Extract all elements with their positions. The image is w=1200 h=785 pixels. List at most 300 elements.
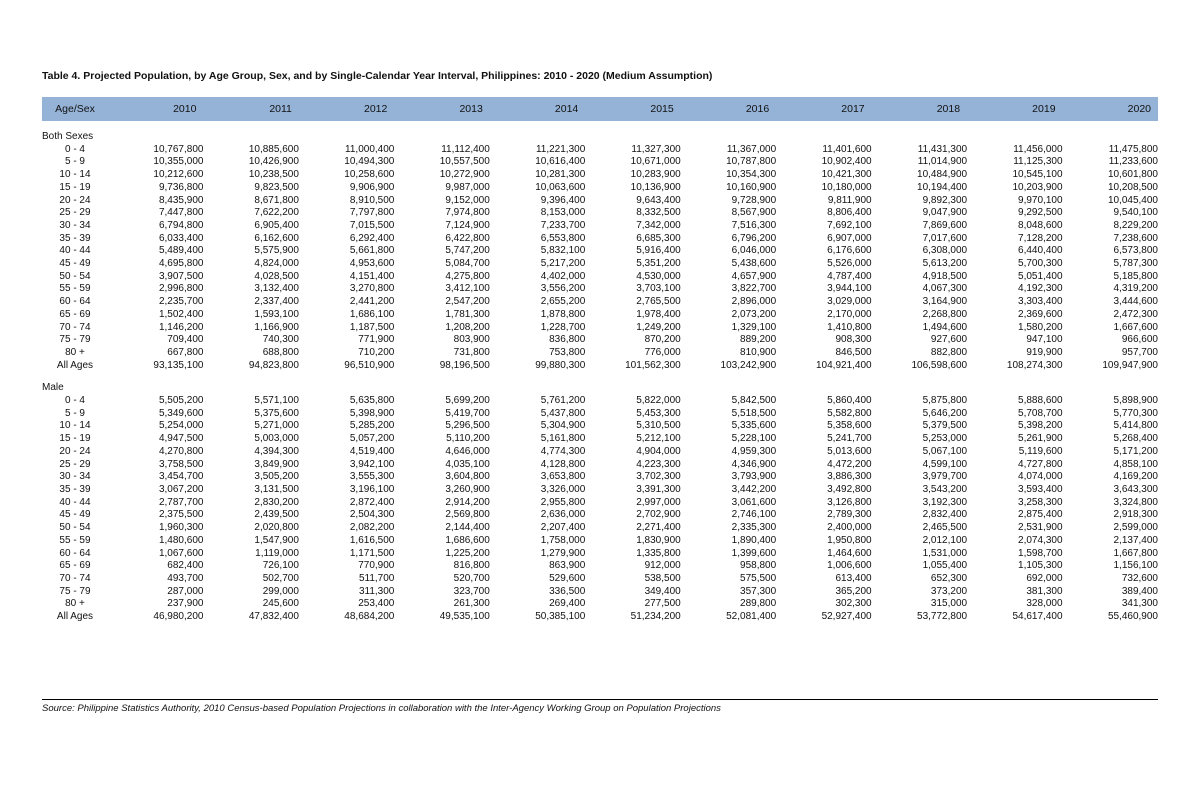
population-value: 2,531,900 (1018, 522, 1063, 534)
population-value: 5,228,100 (731, 433, 777, 445)
population-value: 4,695,800 (158, 258, 204, 270)
population-value: 740,300 (262, 334, 299, 346)
population-value: 1,067,600 (158, 547, 204, 559)
table-row (42, 334, 1158, 347)
population-value: 1,279,900 (540, 547, 586, 559)
population-value: 2,955,800 (540, 496, 586, 508)
population-value: 6,573,800 (1113, 245, 1158, 257)
header-year-5: 2014 (554, 103, 579, 115)
population-value: 2,207,400 (540, 522, 586, 534)
population-value: 3,164,900 (922, 296, 968, 308)
population-value: 493,700 (167, 572, 204, 584)
population-value: 5,860,400 (827, 395, 872, 407)
population-value: 1,166,900 (254, 321, 299, 333)
population-value: 336,500 (549, 585, 586, 597)
age-group-label: 5 - 9 (64, 156, 85, 168)
section-heading-row (42, 382, 1158, 395)
population-value: 10,194,400 (917, 181, 968, 193)
population-value: 7,447,800 (158, 207, 204, 219)
population-value: 4,128,800 (540, 458, 586, 470)
population-value: 108,274,300 (1006, 359, 1063, 371)
population-value: 5,700,300 (1018, 258, 1063, 270)
population-value: 2,369,600 (1018, 308, 1063, 320)
population-value: 2,547,200 (445, 296, 490, 308)
table-row (42, 283, 1158, 296)
population-value: 652,300 (930, 572, 968, 584)
age-group-label: 20 - 24 (59, 194, 91, 206)
population-value: 11,401,600 (822, 143, 872, 155)
population-value: 9,643,400 (636, 194, 681, 206)
population-value: 2,655,200 (540, 296, 586, 308)
population-value: 1,228,700 (540, 321, 586, 333)
population-value: 3,793,900 (731, 471, 777, 483)
population-value: 2,832,400 (922, 509, 968, 521)
population-value: 289,800 (740, 598, 777, 610)
population-value: 4,319,200 (1113, 283, 1158, 295)
population-value: 10,281,300 (535, 169, 586, 181)
population-value: 4,858,100 (1113, 458, 1158, 470)
population-value: 10,063,600 (535, 181, 586, 193)
table-row (42, 156, 1158, 169)
population-value: 502,700 (262, 572, 299, 584)
population-value: 9,047,900 (922, 207, 968, 219)
population-value: 3,029,000 (827, 296, 872, 308)
population-value: 52,927,400 (821, 611, 872, 623)
population-value: 2,504,300 (349, 509, 395, 521)
population-value: 357,300 (740, 585, 777, 597)
population-value: 5,770,300 (1113, 407, 1158, 419)
population-value: 3,604,800 (445, 471, 490, 483)
age-group-label: All Ages (56, 359, 94, 371)
population-value: 5,916,400 (636, 245, 681, 257)
population-value: 3,258,300 (1018, 496, 1063, 508)
population-value: 2,914,200 (445, 496, 490, 508)
population-value: 3,132,400 (254, 283, 299, 295)
population-value: 688,800 (262, 346, 299, 358)
table-row (42, 446, 1158, 459)
population-table-container (42, 97, 1158, 624)
population-value: 51,234,200 (630, 611, 681, 623)
population-value: 2,465,500 (922, 522, 968, 534)
population-value: 5,358,600 (827, 420, 872, 432)
age-group-label: 60 - 64 (59, 296, 91, 308)
population-value: 389,400 (1121, 585, 1158, 597)
population-value: 52,081,400 (726, 611, 777, 623)
population-value: 6,553,800 (540, 232, 586, 244)
population-table (42, 97, 1158, 624)
age-group-label: 0 - 4 (64, 395, 85, 407)
population-value: 10,272,900 (439, 169, 490, 181)
age-group-label: 80 + (65, 346, 85, 358)
population-value: 2,472,300 (1113, 308, 1158, 320)
table-row (42, 560, 1158, 573)
population-value: 1,249,200 (636, 321, 681, 333)
population-value: 1,480,600 (158, 534, 204, 546)
population-value: 103,242,900 (720, 359, 777, 371)
population-value: 4,646,000 (445, 445, 490, 457)
population-value: 9,906,900 (349, 181, 395, 193)
population-value: 49,535,100 (439, 611, 490, 623)
population-value: 3,505,200 (254, 471, 299, 483)
population-value: 1,878,800 (540, 308, 586, 320)
population-value: 1,890,400 (731, 534, 777, 546)
population-value: 2,337,400 (254, 296, 299, 308)
population-value: 3,758,500 (158, 458, 204, 470)
population-value: 5,398,900 (349, 407, 395, 419)
population-value: 7,015,500 (349, 219, 395, 231)
population-value: 710,200 (358, 346, 395, 358)
age-group-label: 0 - 4 (64, 143, 85, 155)
population-value: 2,271,400 (636, 522, 681, 534)
population-value: 870,200 (644, 334, 681, 346)
age-group-label: All Ages (56, 611, 94, 623)
population-value: 3,979,700 (922, 471, 968, 483)
population-value: 7,017,600 (922, 232, 968, 244)
population-value: 3,442,200 (731, 483, 777, 495)
population-value: 5,453,300 (636, 407, 681, 419)
age-group-label: 45 - 49 (59, 258, 91, 270)
population-value: 2,020,800 (254, 522, 299, 534)
population-value: 2,441,200 (349, 296, 395, 308)
population-value: 9,823,500 (254, 181, 299, 193)
age-group-label: 80 + (65, 598, 85, 610)
population-value: 1,502,400 (158, 308, 204, 320)
table-row (42, 245, 1158, 258)
population-value: 106,598,600 (911, 359, 968, 371)
population-value: 1,593,100 (254, 308, 299, 320)
population-value: 1,616,500 (349, 534, 395, 546)
population-value: 47,832,400 (248, 611, 299, 623)
population-value: 261,300 (453, 598, 490, 610)
population-value: 4,346,900 (731, 458, 777, 470)
population-value: 287,000 (167, 585, 204, 597)
population-value: 328,000 (1026, 598, 1063, 610)
population-value: 4,223,300 (636, 458, 681, 470)
header-year-2: 2011 (269, 103, 292, 115)
population-value: 5,822,000 (636, 395, 681, 407)
population-value: 1,329,100 (731, 321, 777, 333)
population-value: 2,375,500 (158, 509, 204, 521)
population-value: 1,335,800 (636, 547, 681, 559)
population-value: 11,431,300 (917, 143, 968, 155)
population-value: 1,960,300 (158, 522, 204, 534)
population-value: 575,500 (740, 572, 777, 584)
population-value: 1,950,800 (827, 534, 872, 546)
population-value: 1,667,600 (1113, 321, 1158, 333)
population-value: 93,135,100 (153, 359, 204, 371)
table-row (42, 395, 1158, 408)
population-value: 11,367,000 (726, 143, 777, 155)
population-value: 889,200 (740, 334, 777, 346)
population-value: 776,000 (644, 346, 681, 358)
population-value: 2,996,800 (158, 283, 204, 295)
table-row (42, 509, 1158, 522)
population-value: 237,900 (167, 598, 204, 610)
population-value: 4,787,400 (827, 270, 872, 282)
population-value: 5,310,500 (636, 420, 681, 432)
population-value: 6,033,400 (158, 232, 204, 244)
population-value: 10,136,900 (630, 181, 681, 193)
population-value: 1,464,600 (827, 547, 872, 559)
population-value: 9,396,400 (540, 194, 586, 206)
population-value: 4,727,800 (1018, 458, 1063, 470)
population-value: 2,074,300 (1018, 534, 1063, 546)
population-value: 4,151,400 (349, 270, 395, 282)
table-row (42, 471, 1158, 484)
population-value: 1,410,800 (827, 321, 872, 333)
population-value: 3,412,100 (445, 283, 490, 295)
population-value: 323,700 (453, 585, 490, 597)
table-row (42, 535, 1158, 548)
table-row (42, 309, 1158, 322)
source-note: Source: Philippine Statistics Authority, 2010 Census-based Population Projections in collaboration with the Inter-Agency Working Group on Population Projections (42, 703, 721, 714)
population-value: 5,518,500 (731, 407, 777, 419)
population-value: 2,073,200 (731, 308, 777, 320)
table-header-row (42, 97, 1158, 121)
population-value: 958,800 (740, 560, 777, 572)
population-value: 1,225,200 (445, 547, 490, 559)
section-heading: Male (42, 382, 64, 394)
population-value: 1,531,000 (922, 547, 968, 559)
population-value: 7,128,200 (1018, 232, 1063, 244)
population-value: 816,800 (453, 560, 490, 572)
population-value: 299,000 (262, 585, 299, 597)
population-value: 1,208,200 (445, 321, 490, 333)
population-value: 3,492,800 (827, 483, 872, 495)
population-value: 10,180,000 (821, 181, 872, 193)
population-value: 349,400 (644, 585, 681, 597)
age-group-label: 30 - 34 (59, 471, 91, 483)
population-value: 54,617,400 (1012, 611, 1063, 623)
table-row (42, 408, 1158, 421)
population-value: 3,944,100 (827, 283, 872, 295)
population-value: 3,067,200 (158, 483, 204, 495)
population-value: 3,907,500 (158, 270, 204, 282)
population-value: 3,593,400 (1018, 483, 1063, 495)
population-value: 2,789,300 (827, 509, 872, 521)
population-value: 5,003,000 (254, 433, 299, 445)
population-value: 5,787,300 (1113, 258, 1158, 270)
population-value: 4,028,500 (254, 270, 299, 282)
population-value: 5,351,200 (636, 258, 681, 270)
age-group-label: 70 - 74 (59, 572, 91, 584)
population-value: 99,880,300 (535, 359, 586, 371)
population-value: 98,196,500 (439, 359, 490, 371)
population-value: 1,758,000 (540, 534, 586, 546)
table-title: Table 4. Projected Population, by Age Group, Sex, and by Single-Calendar Year Interval, Philippines: 2010 - 2020 (Medium Assumption) (42, 70, 713, 82)
population-value: 8,332,500 (636, 207, 681, 219)
population-value: 3,454,700 (158, 471, 204, 483)
population-value: 5,304,900 (540, 420, 586, 432)
population-value: 5,575,900 (254, 245, 299, 257)
population-value: 5,067,100 (922, 445, 968, 457)
population-value: 6,796,200 (731, 232, 777, 244)
table-row (42, 497, 1158, 510)
population-value: 365,200 (835, 585, 872, 597)
population-value: 1,598,700 (1018, 547, 1063, 559)
population-value: 2,997,000 (636, 496, 681, 508)
population-value: 770,900 (358, 560, 395, 572)
population-value: 55,460,900 (1107, 611, 1158, 623)
population-value: 1,667,800 (1113, 547, 1158, 559)
population-value: 3,444,600 (1113, 296, 1158, 308)
population-value: 692,000 (1026, 572, 1063, 584)
population-value: 46,980,200 (153, 611, 204, 623)
age-group-label: 5 - 9 (64, 407, 85, 419)
population-value: 4,192,300 (1018, 283, 1063, 295)
population-value: 11,221,300 (535, 143, 586, 155)
population-value: 1,978,400 (636, 308, 681, 320)
population-value: 908,300 (835, 334, 872, 346)
population-value: 4,953,600 (349, 258, 395, 270)
population-value: 3,703,100 (636, 283, 681, 295)
population-value: 1,105,300 (1018, 560, 1063, 572)
population-value: 5,842,500 (731, 395, 777, 407)
population-value: 966,600 (1121, 334, 1158, 346)
population-value: 726,100 (262, 560, 299, 572)
population-value: 4,774,300 (540, 445, 586, 457)
population-value: 4,530,000 (636, 270, 681, 282)
population-value: 5,296,500 (445, 420, 490, 432)
population-value: 4,270,800 (158, 445, 204, 457)
population-value: 520,700 (453, 572, 490, 584)
population-value: 2,787,700 (158, 496, 204, 508)
population-value: 53,772,800 (917, 611, 968, 623)
population-value: 2,235,700 (158, 296, 204, 308)
population-value: 863,900 (549, 560, 586, 572)
population-value: 1,686,600 (445, 534, 490, 546)
population-value: 5,171,200 (1113, 445, 1158, 457)
population-value: 11,112,400 (441, 143, 490, 155)
age-group-label: 65 - 69 (59, 560, 91, 572)
age-group-label: 20 - 24 (59, 445, 91, 457)
population-value: 771,900 (358, 334, 395, 346)
population-value: 8,048,600 (1018, 219, 1063, 231)
table-row (42, 207, 1158, 220)
population-value: 7,342,000 (636, 219, 681, 231)
population-value: 6,176,600 (827, 245, 872, 257)
population-value: 6,162,600 (254, 232, 299, 244)
population-value: 8,567,900 (731, 207, 777, 219)
population-value: 5,254,000 (158, 420, 204, 432)
age-group-label: 60 - 64 (59, 547, 91, 559)
population-value: 5,375,600 (254, 407, 299, 419)
age-group-label: 75 - 79 (59, 334, 91, 346)
bottom-rule (42, 699, 1158, 700)
population-value: 4,904,000 (636, 445, 681, 457)
population-value: 9,892,300 (922, 194, 968, 206)
population-value: 10,902,400 (821, 156, 872, 168)
population-value: 2,599,000 (1113, 522, 1158, 534)
population-value: 957,700 (1121, 346, 1158, 358)
population-value: 1,580,200 (1018, 321, 1063, 333)
population-value: 6,046,000 (731, 245, 777, 257)
population-value: 10,557,500 (439, 156, 490, 168)
age-group-label: 75 - 79 (59, 585, 91, 597)
population-value: 709,400 (167, 334, 204, 346)
population-value: 3,303,400 (1018, 296, 1063, 308)
population-value: 682,400 (167, 560, 204, 572)
table-row (42, 220, 1158, 233)
section-spacer (42, 121, 1158, 131)
population-value: 3,260,900 (445, 483, 490, 495)
population-value: 1,494,600 (922, 321, 968, 333)
population-value: 3,131,500 (254, 483, 299, 495)
population-value: 1,146,200 (158, 321, 204, 333)
population-value: 6,685,300 (636, 232, 681, 244)
header-year-4: 2013 (459, 103, 483, 115)
population-value: 5,119,600 (1018, 445, 1063, 457)
population-value: 9,811,900 (827, 194, 872, 206)
population-value: 3,886,300 (827, 471, 872, 483)
header-age-sex: Age/Sex (55, 103, 95, 115)
population-value: 529,600 (549, 572, 586, 584)
population-value: 4,918,500 (922, 270, 968, 282)
table-row (42, 182, 1158, 195)
population-value: 341,300 (1121, 598, 1158, 610)
header-year-9: 2018 (936, 103, 961, 115)
population-value: 4,035,100 (445, 458, 490, 470)
population-value: 253,400 (358, 598, 395, 610)
age-group-label: 65 - 69 (59, 308, 91, 320)
population-value: 11,014,900 (917, 156, 968, 168)
population-value: 3,324,800 (1113, 496, 1158, 508)
population-value: 5,057,200 (349, 433, 395, 445)
population-value: 10,160,900 (726, 181, 777, 193)
table-row (42, 258, 1158, 271)
header-year-7: 2016 (745, 103, 770, 115)
population-value: 1,399,600 (731, 547, 777, 559)
population-value: 94,823,800 (248, 359, 299, 371)
section-spacer (42, 372, 1158, 382)
header-year-3: 2012 (364, 103, 388, 115)
population-value: 2,746,100 (731, 509, 777, 521)
population-value: 96,510,900 (344, 359, 395, 371)
population-value: 2,137,400 (1113, 534, 1158, 546)
population-value: 5,489,400 (158, 245, 204, 257)
population-value: 4,169,200 (1113, 471, 1158, 483)
population-value: 10,355,000 (153, 156, 204, 168)
table-row (42, 347, 1158, 360)
table-body (42, 121, 1158, 624)
table-row (42, 195, 1158, 208)
population-value: 10,208,500 (1107, 181, 1158, 193)
population-value: 10,421,300 (821, 169, 872, 181)
population-value: 269,400 (549, 598, 586, 610)
population-value: 4,472,200 (827, 458, 872, 470)
population-value: 11,125,300 (1013, 156, 1063, 168)
population-value: 5,646,200 (922, 407, 968, 419)
population-value: 5,241,700 (827, 433, 872, 445)
population-value: 6,422,800 (445, 232, 490, 244)
population-value: 2,170,000 (827, 308, 872, 320)
population-value: 5,285,200 (349, 420, 395, 432)
population-value: 2,765,500 (636, 296, 681, 308)
table-row (42, 598, 1158, 611)
population-value: 2,830,200 (254, 496, 299, 508)
population-value: 2,872,400 (349, 496, 395, 508)
table-row (42, 459, 1158, 472)
population-value: 6,794,800 (158, 219, 204, 231)
table-row (42, 611, 1158, 624)
population-value: 2,144,400 (445, 522, 490, 534)
population-value: 947,100 (1026, 334, 1063, 346)
population-value: 9,540,100 (1113, 207, 1158, 219)
table-row (42, 548, 1158, 561)
population-value: 5,261,900 (1018, 433, 1063, 445)
population-value: 4,599,100 (922, 458, 968, 470)
population-value: 3,061,600 (731, 496, 777, 508)
